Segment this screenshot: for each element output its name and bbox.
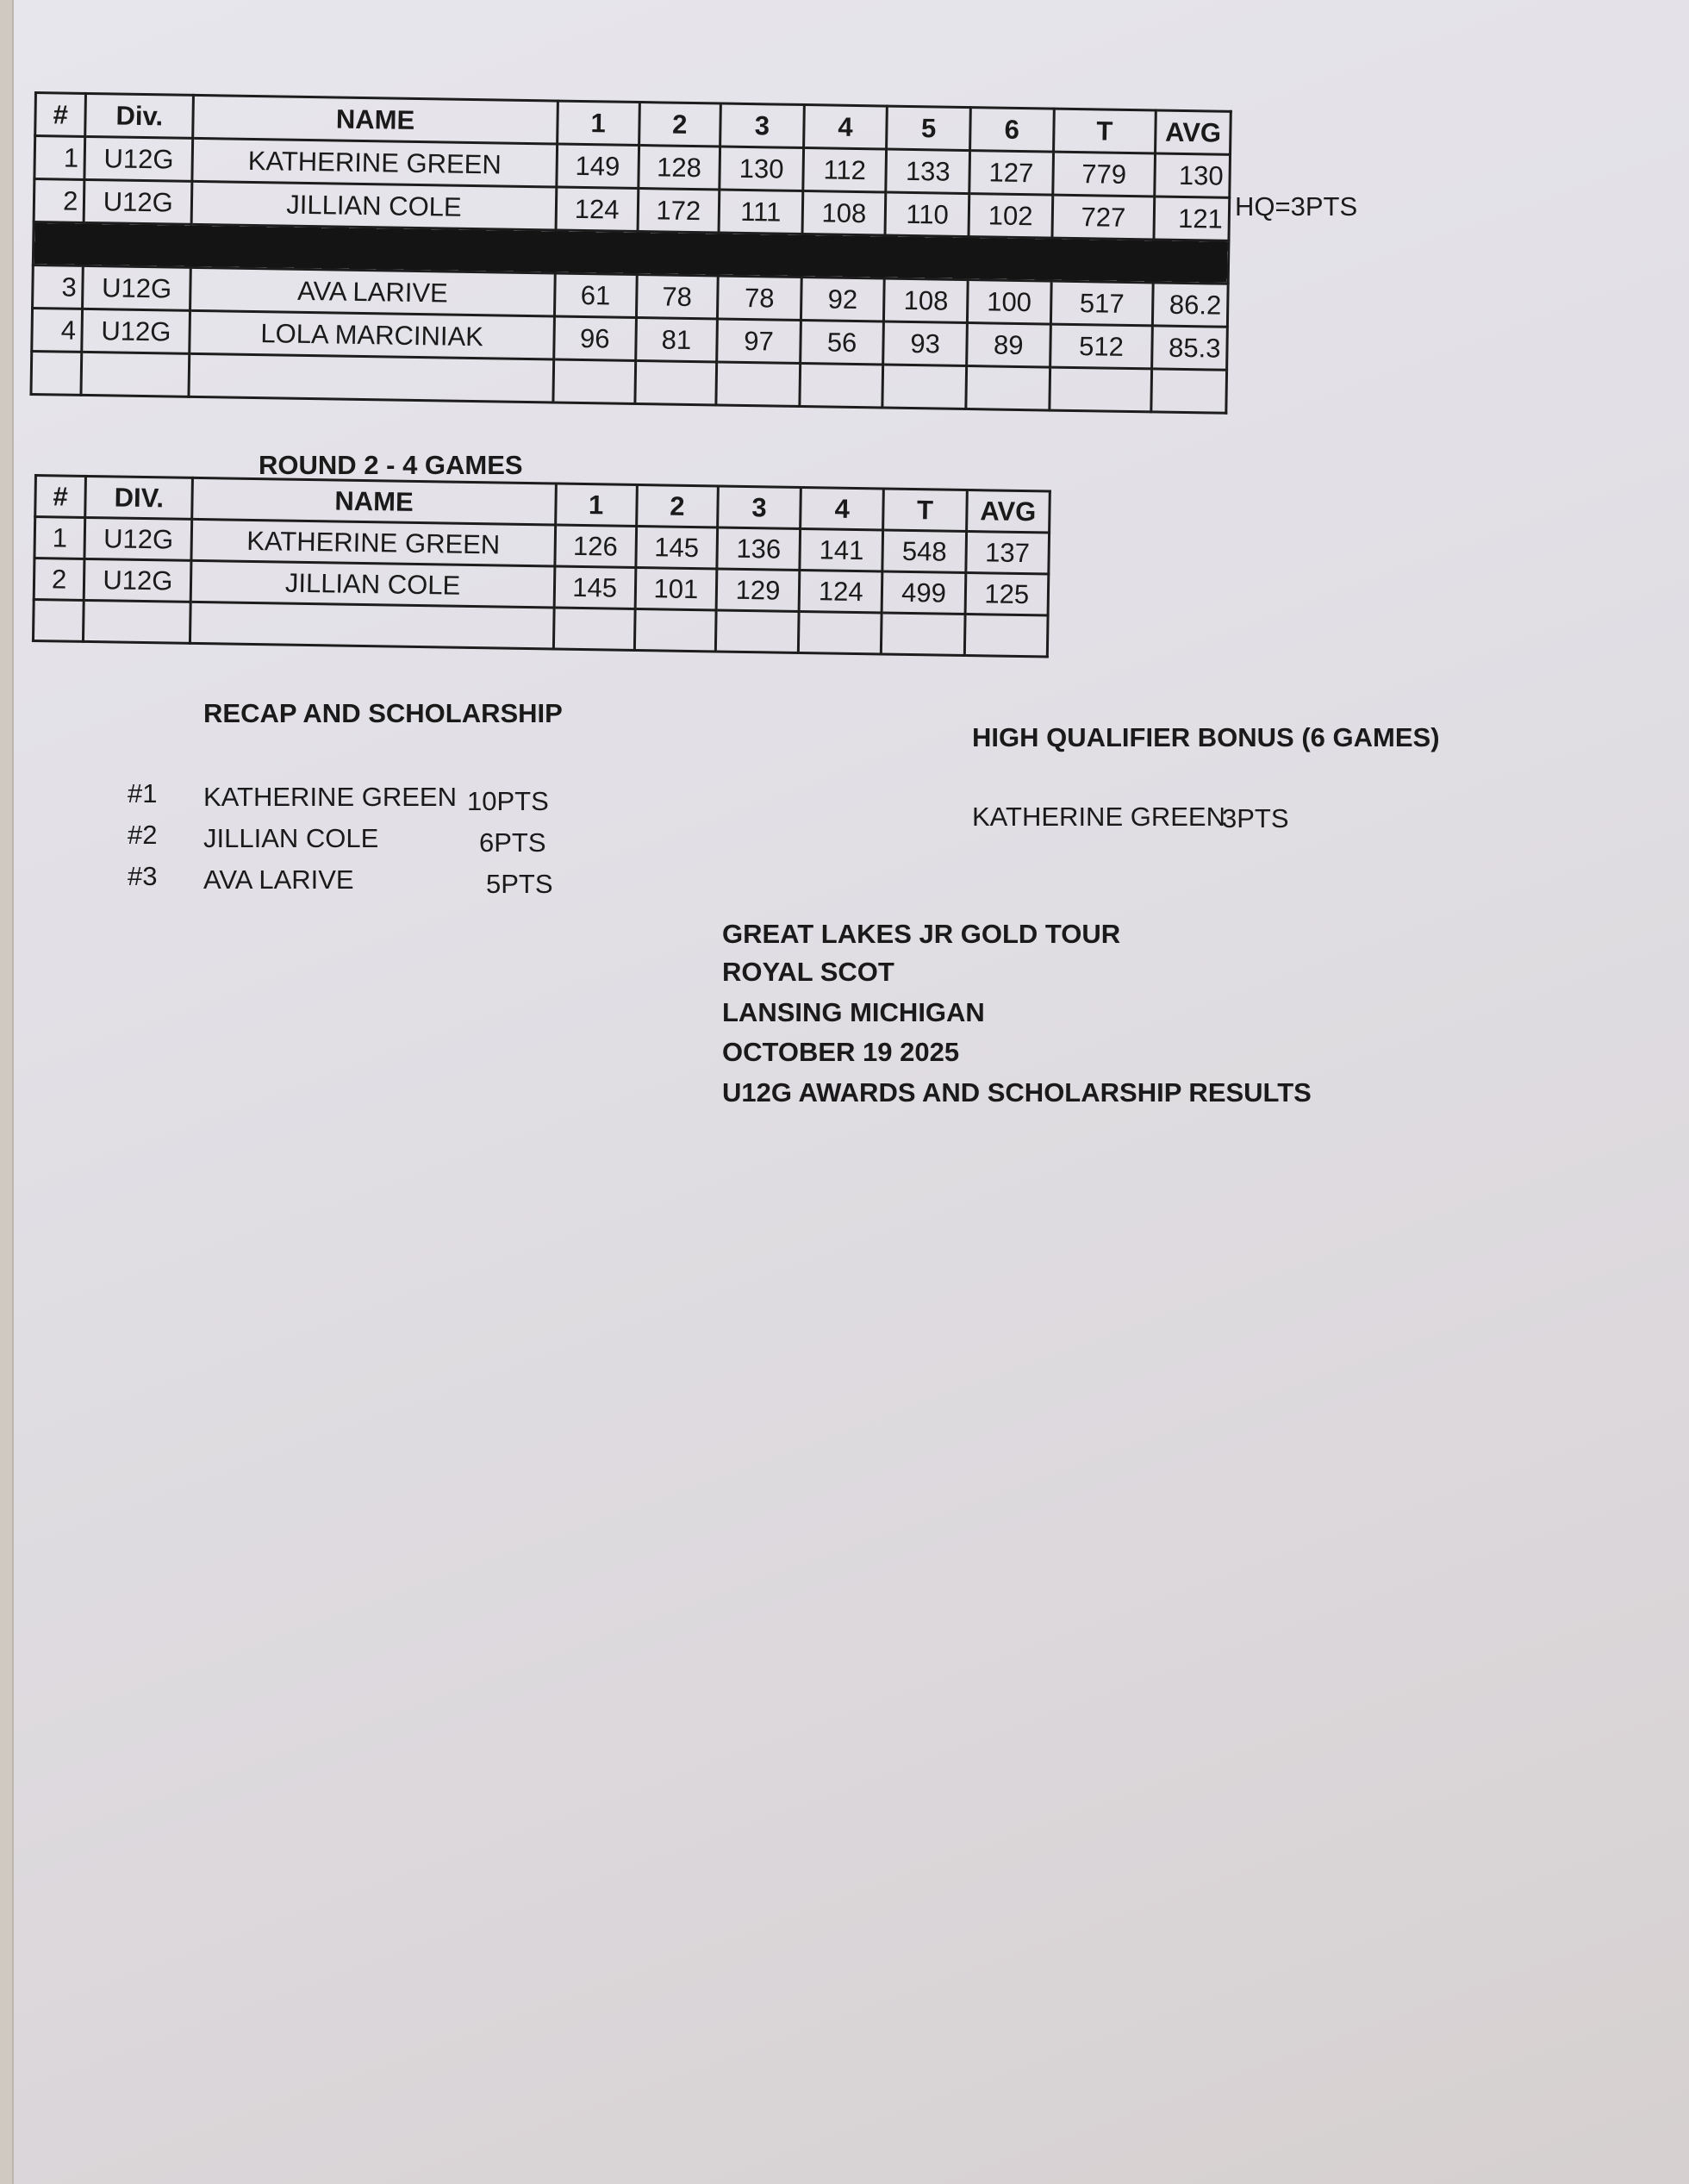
event-venue: ROYAL SCOT — [722, 957, 894, 987]
col-header-game4: 4 — [801, 487, 884, 530]
game-cell: 56 — [800, 320, 883, 365]
game-cell: 78 — [636, 275, 718, 319]
game-cell: 124 — [556, 187, 638, 231]
col-header-game1: 1 — [555, 484, 637, 526]
name-cell: JILLIAN COLE — [191, 181, 556, 230]
round1-table — [29, 91, 1231, 415]
col-header-game4: 4 — [803, 105, 887, 150]
game-cell: 92 — [801, 278, 884, 322]
col-header-total: T — [883, 489, 967, 532]
avg-cell: 125 — [965, 572, 1049, 615]
game-cell: 112 — [803, 148, 887, 193]
name-cell: AVA LARIVE — [190, 267, 555, 316]
event-date: OCTOBER 19 2025 — [722, 1037, 960, 1067]
game-cell: 61 — [554, 273, 636, 317]
empty-cell — [81, 352, 190, 396]
col-header-name: NAME — [192, 477, 556, 525]
game-cell: 145 — [636, 526, 718, 568]
avg-cell: 130 — [1155, 153, 1230, 197]
avg-cell: 86.2 — [1153, 283, 1228, 327]
total-cell: 727 — [1052, 195, 1156, 240]
empty-cell — [634, 608, 716, 651]
div-cell: U12G — [82, 309, 190, 353]
game-cell: 110 — [885, 192, 969, 237]
empty-cell — [966, 366, 1050, 411]
avg-cell: 137 — [966, 531, 1050, 574]
avg-cell: 121 — [1154, 197, 1229, 240]
game-cell: 101 — [635, 567, 717, 609]
div-cell: U12G — [84, 136, 193, 181]
recap-rank: #3 — [128, 861, 158, 891]
col-header-game1: 1 — [558, 101, 639, 145]
total-cell: 517 — [1050, 281, 1154, 326]
game-cell: 97 — [717, 319, 801, 364]
game-cell: 108 — [884, 278, 968, 323]
game-cell: 96 — [554, 316, 636, 360]
game-cell: 141 — [800, 528, 883, 571]
total-cell: 548 — [882, 530, 966, 573]
recap-points: 6PTS — [479, 827, 546, 858]
total-cell: 779 — [1052, 152, 1156, 197]
game-cell: 130 — [720, 147, 803, 191]
recap-points: 5PTS — [486, 869, 553, 899]
col-header-game6: 6 — [970, 108, 1054, 153]
recap-rank: #1 — [128, 778, 158, 808]
game-cell: 93 — [883, 321, 967, 366]
empty-cell — [1049, 367, 1152, 412]
event-results-title: U12G AWARDS AND SCHOLARSHIP RESULTS — [722, 1077, 1312, 1108]
col-header-avg: AVG — [1156, 110, 1231, 154]
empty-cell — [189, 353, 553, 402]
game-cell: 126 — [554, 525, 636, 567]
game-cell: 102 — [969, 194, 1052, 239]
event-tour: GREAT LAKES JR GOLD TOUR — [722, 919, 1121, 949]
name-cell: JILLIAN COLE — [191, 560, 555, 608]
col-header-rank: # — [35, 93, 86, 137]
div-cell: U12G — [84, 558, 191, 602]
recap-name: AVA LARIVE — [203, 864, 354, 895]
game-cell: 89 — [967, 323, 1050, 368]
col-header-rank: # — [35, 476, 86, 518]
game-cell: 129 — [716, 569, 800, 612]
total-cell: 512 — [1050, 324, 1153, 369]
empty-cell — [882, 613, 965, 656]
recap-title: RECAP AND SCHOLARSHIP — [203, 698, 563, 728]
recap-name: JILLIAN COLE — [203, 823, 379, 853]
col-header-game3: 3 — [720, 103, 804, 148]
name-cell: KATHERINE GREEN — [192, 138, 557, 187]
empty-cell — [634, 360, 716, 404]
game-cell: 133 — [886, 149, 969, 194]
empty-cell — [964, 614, 1048, 657]
empty-cell — [84, 600, 191, 643]
div-cell: U12G — [84, 517, 192, 560]
total-cell: 499 — [882, 571, 966, 615]
bonus-name: KATHERINE GREEN — [972, 802, 1225, 832]
bonus-title: HIGH QUALIFIER BONUS (6 GAMES) — [972, 722, 1440, 752]
game-cell: 124 — [799, 570, 882, 613]
game-cell: 78 — [718, 276, 801, 321]
hq-note: HQ=3PTS — [1235, 191, 1358, 222]
empty-cell — [716, 362, 800, 407]
empty-cell — [31, 351, 82, 395]
div-cell: U12G — [84, 179, 192, 224]
game-cell: 128 — [638, 146, 720, 190]
game-cell: 81 — [635, 317, 717, 361]
rank-cell: 1 — [34, 517, 85, 559]
rank-cell: 2 — [34, 179, 84, 223]
col-header-avg: AVG — [966, 490, 1050, 533]
col-header-game3: 3 — [718, 486, 801, 529]
game-cell: 127 — [969, 151, 1053, 196]
recap-points: 10PTS — [467, 786, 549, 816]
col-header-game5: 5 — [887, 106, 970, 151]
rank-cell: 4 — [32, 308, 83, 352]
empty-cell — [799, 611, 882, 654]
bonus-points: 3PTS — [1222, 803, 1289, 833]
empty-cell — [1151, 369, 1226, 413]
event-location: LANSING MICHIGAN — [722, 997, 985, 1027]
empty-cell — [715, 610, 799, 653]
col-header-game2: 2 — [639, 103, 720, 147]
div-cell: U12G — [83, 265, 191, 310]
name-cell: KATHERINE GREEN — [191, 519, 555, 566]
game-cell: 145 — [554, 566, 636, 608]
game-cell: 172 — [638, 189, 720, 233]
empty-cell — [800, 363, 883, 408]
rank-cell: 3 — [33, 265, 84, 309]
game-cell: 149 — [557, 144, 639, 188]
col-header-name: NAME — [193, 95, 558, 144]
empty-cell — [553, 608, 635, 650]
col-header-div: Div. — [85, 93, 194, 138]
game-cell: 108 — [802, 191, 886, 236]
avg-cell: 85.3 — [1152, 326, 1227, 370]
col-header-total: T — [1053, 109, 1156, 153]
game-cell: 111 — [719, 190, 802, 234]
game-cell: 136 — [717, 527, 801, 571]
recap-rank: #2 — [128, 820, 158, 850]
rank-cell: 2 — [34, 558, 84, 601]
rank-cell: 1 — [34, 136, 85, 180]
round2-table — [32, 474, 1051, 658]
name-cell: LOLA MARCINIAK — [190, 310, 554, 359]
empty-cell — [33, 600, 84, 642]
recap-name: KATHERINE GREEN — [203, 782, 457, 812]
round2-title: ROUND 2 - 4 GAMES — [259, 450, 523, 480]
empty-cell — [882, 365, 966, 409]
empty-cell — [553, 359, 635, 403]
game-cell: 100 — [967, 280, 1050, 325]
col-header-div: DIV. — [85, 476, 193, 519]
col-header-game2: 2 — [636, 484, 718, 527]
empty-cell — [190, 602, 554, 649]
